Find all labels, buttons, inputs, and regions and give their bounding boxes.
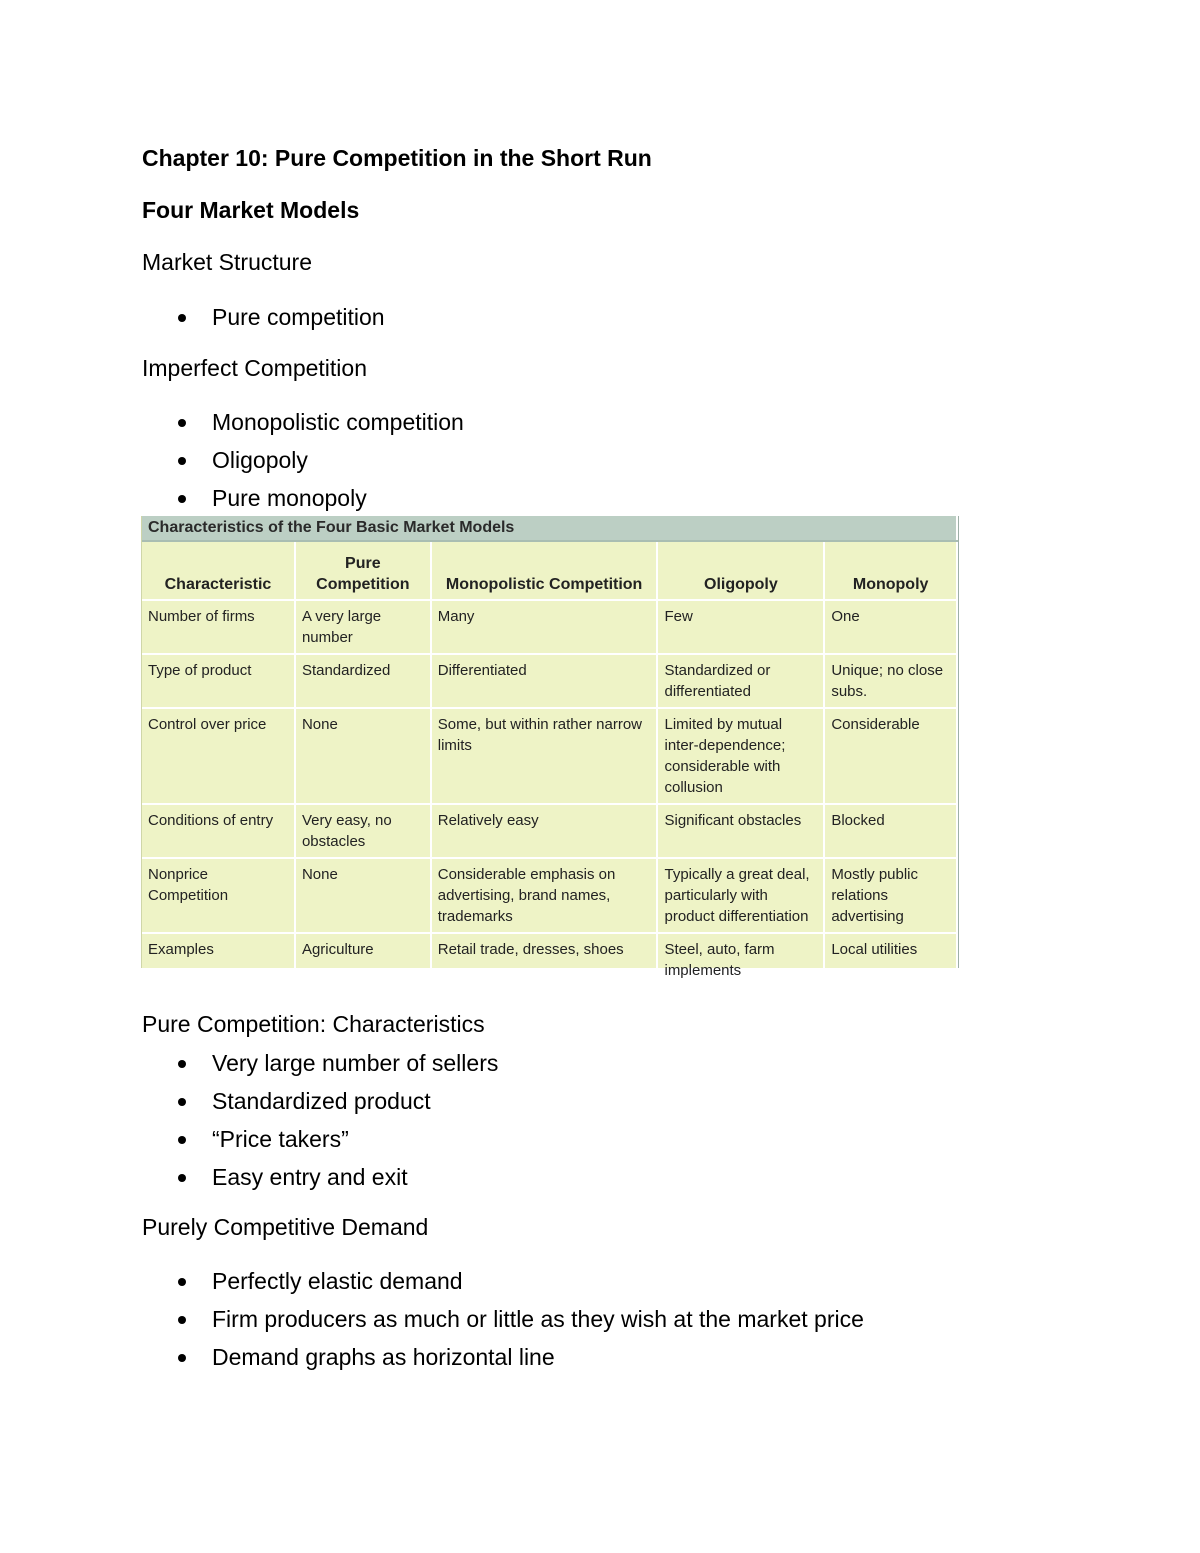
table-cell: A very large number bbox=[295, 600, 431, 654]
table-row bbox=[142, 654, 957, 708]
table-cell: Type of product bbox=[142, 654, 295, 708]
column-header: Pure Competition bbox=[295, 541, 431, 600]
table-cell: Many bbox=[431, 600, 658, 654]
table-cell: Nonprice Competition bbox=[142, 858, 295, 933]
table-cell: Limited by mutual inter-dependence; considerable with collusion bbox=[657, 708, 824, 804]
table-cell: Examples bbox=[142, 933, 295, 987]
table-title: Characteristics of the Four Basic Market Models bbox=[142, 516, 957, 541]
table-cell: Number of firms bbox=[142, 600, 295, 654]
table-cell: Mostly public relations advertising bbox=[824, 858, 957, 933]
list-item: “Price takers” bbox=[142, 1126, 498, 1164]
table-cell: Considerable bbox=[824, 708, 957, 804]
list-item: Firm producers as much or little as they wish at the market price bbox=[142, 1306, 864, 1344]
table-cell: Very easy, no obstacles bbox=[295, 804, 431, 858]
table-row bbox=[142, 708, 957, 804]
pure-competition-label: Pure Competition: Characteristics bbox=[142, 1011, 485, 1037]
table-cell: Significant obstacles bbox=[657, 804, 824, 858]
table-cell: Standardized or differentiated bbox=[657, 654, 824, 708]
table-cell: None bbox=[295, 708, 431, 804]
market-models-table-image bbox=[141, 516, 959, 979]
table-cell: Few bbox=[657, 600, 824, 654]
list-item: Oligopoly bbox=[142, 447, 464, 485]
list-item: Demand graphs as horizontal line bbox=[142, 1344, 864, 1382]
table-cell: Blocked bbox=[824, 804, 957, 858]
list-item: Monopolistic competition bbox=[142, 409, 464, 447]
purely-competitive-demand-list bbox=[142, 1268, 864, 1382]
table-row bbox=[142, 804, 957, 858]
table-cell: Conditions of entry bbox=[142, 804, 295, 858]
table-cell: Control over price bbox=[142, 708, 295, 804]
table-cell: None bbox=[295, 858, 431, 933]
list-item: Standardized product bbox=[142, 1088, 498, 1126]
table-cell: Considerable emphasis on advertising, brand names, trademarks bbox=[431, 858, 658, 933]
market-structure-label: Market Structure bbox=[142, 249, 312, 275]
list-item: Very large number of sellers bbox=[142, 1050, 498, 1088]
market-structure-list bbox=[142, 304, 385, 342]
table-cell: Some, but within rather narrow limits bbox=[431, 708, 658, 804]
market-models-table bbox=[142, 516, 958, 988]
table-cell: Differentiated bbox=[431, 654, 658, 708]
table-cell: Local utilities bbox=[824, 933, 957, 987]
column-header: Monopolistic Competition bbox=[431, 541, 658, 600]
list-item: Pure monopoly bbox=[142, 485, 464, 523]
imperfect-competition-label: Imperfect Competition bbox=[142, 355, 367, 381]
table-cell: Unique; no close subs. bbox=[824, 654, 957, 708]
section-title: Four Market Models bbox=[142, 197, 360, 223]
list-item: Perfectly elastic demand bbox=[142, 1268, 864, 1306]
table-cell: One bbox=[824, 600, 957, 654]
imperfect-competition-list bbox=[142, 409, 464, 523]
column-header: Monopoly bbox=[824, 541, 957, 600]
column-header: Characteristic bbox=[142, 541, 295, 600]
table-cell: Standardized bbox=[295, 654, 431, 708]
table-cell: Relatively easy bbox=[431, 804, 658, 858]
chapter-title: Chapter 10: Pure Competition in the Short Run bbox=[142, 145, 652, 171]
list-item: Pure competition bbox=[142, 304, 385, 342]
list-item: Easy entry and exit bbox=[142, 1164, 498, 1202]
table-cell: Agriculture bbox=[295, 933, 431, 987]
purely-competitive-demand-label: Purely Competitive Demand bbox=[142, 1214, 429, 1240]
table-row bbox=[142, 933, 957, 987]
table-cell: Typically a great deal, particularly with product differentiation bbox=[657, 858, 824, 933]
table-cell: Retail trade, dresses, shoes bbox=[431, 933, 658, 987]
pure-competition-list bbox=[142, 1050, 498, 1202]
table-cell: Steel, auto, farm implements bbox=[657, 933, 824, 987]
table-row bbox=[142, 600, 957, 654]
table-row bbox=[142, 858, 957, 933]
column-header: Oligopoly bbox=[657, 541, 824, 600]
